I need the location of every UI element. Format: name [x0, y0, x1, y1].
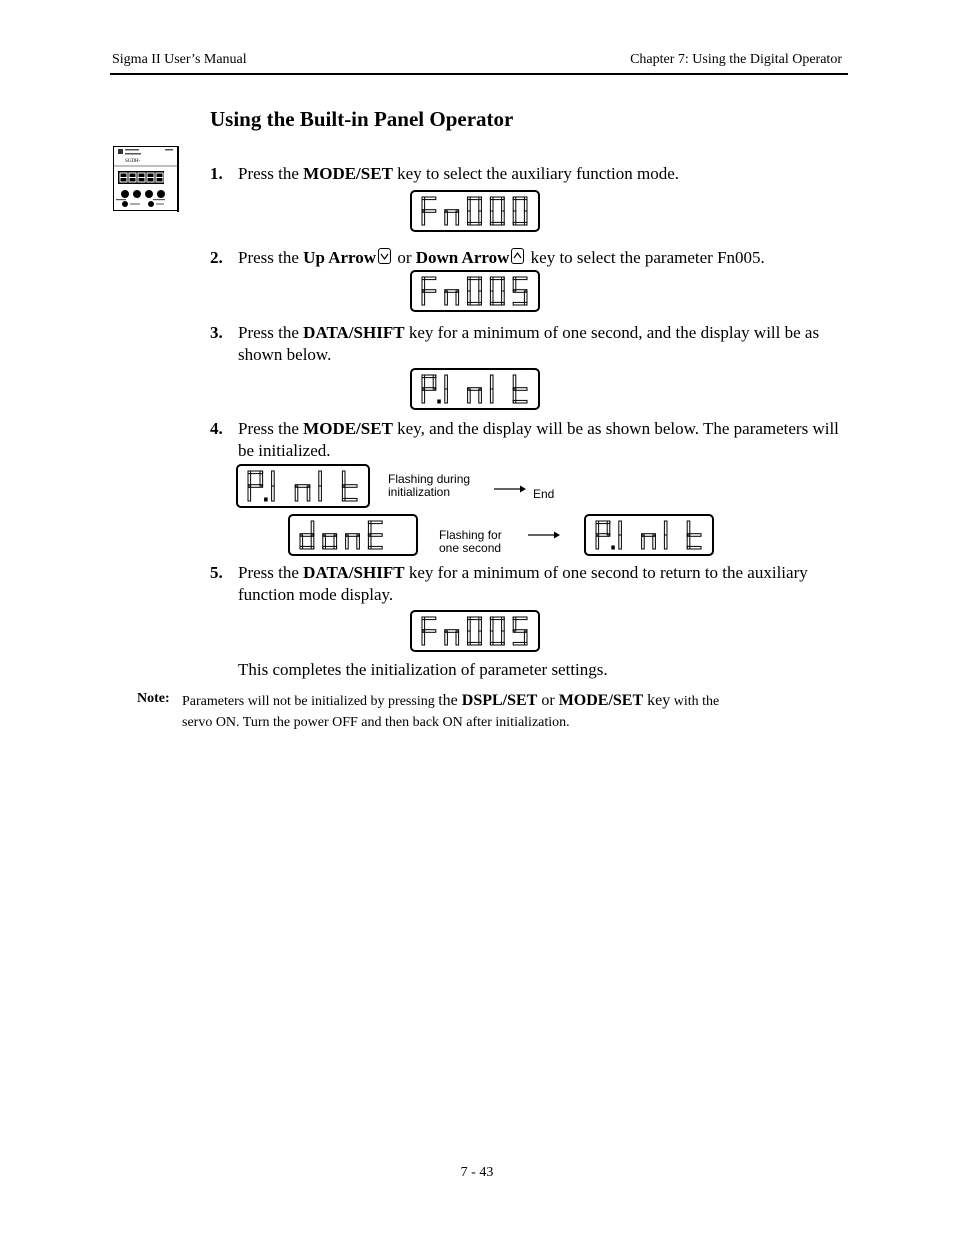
key-name: MODE/SET [303, 164, 393, 183]
caption-flashing-for: Flashing for one second [439, 528, 502, 555]
header-manual-title: Sigma II User’s Manual [112, 52, 247, 67]
key-name: Up Arrow [303, 248, 377, 267]
down-arrow-key-icon [511, 248, 524, 264]
header-rule [110, 73, 848, 75]
display-pinit-end [584, 514, 714, 556]
note-label: Note: [137, 691, 170, 706]
page-number: 7 - 43 [460, 1165, 494, 1180]
step-text: Press the MODE/SET key to select the auxiliary function mode. [238, 164, 679, 183]
display-fn005-return [410, 610, 540, 652]
display-fn000 [410, 190, 540, 232]
step-number: 5. [210, 563, 223, 582]
step-text: Press the MODE/SET key, and the display will be as shown below. The parameters will be initialized. [238, 419, 839, 460]
key-name: DATA/SHIFT [303, 323, 405, 342]
note-text: Parameters will not be initialized by pressing the DSPL/SET or MODE/SET key with the servo ON. Turn the power OFF and then back ON after initialization. [182, 692, 720, 730]
arrow-right-icon [494, 484, 526, 494]
step-text: Press the DATA/SHIFT key for a minimum of one second, and the display will be as shown below. [238, 323, 820, 364]
section-title: Using the Built-in Panel Operator [210, 107, 514, 131]
note [137, 691, 170, 707]
header-chapter-title: Chapter 7: Using the Digital Operator [630, 52, 842, 67]
up-arrow-key-icon [378, 248, 391, 264]
key-name: Down Arrow [415, 248, 510, 267]
step-number: 1. [210, 164, 223, 183]
panel-operator-icon [113, 146, 179, 212]
key-name: MODE/SET [303, 419, 393, 438]
key-name: DATA/SHIFT [303, 563, 405, 582]
step-text: Press the DATA/SHIFT key for a minimum of one second to return to the auxiliary function mode display. [238, 563, 808, 604]
caption-end: End [533, 487, 555, 501]
display-fn005 [410, 270, 540, 312]
caption-flashing-during: Flashing during initialization [388, 472, 471, 499]
display-done [288, 514, 418, 556]
step-number: 4. [210, 419, 223, 438]
completion-text: This completes the initialization of parameter settings. [238, 660, 608, 679]
step-number: 2. [210, 248, 223, 267]
display-pinit [410, 368, 540, 410]
step-number: 3. [210, 323, 223, 342]
panel-model-label: SGDH- [125, 159, 141, 164]
step-text: Press the Up Arrow or Down Arrow key to select the parameter Fn005. [238, 248, 765, 267]
arrow-right-icon [528, 530, 560, 540]
display-pinit-flashing [236, 464, 370, 508]
